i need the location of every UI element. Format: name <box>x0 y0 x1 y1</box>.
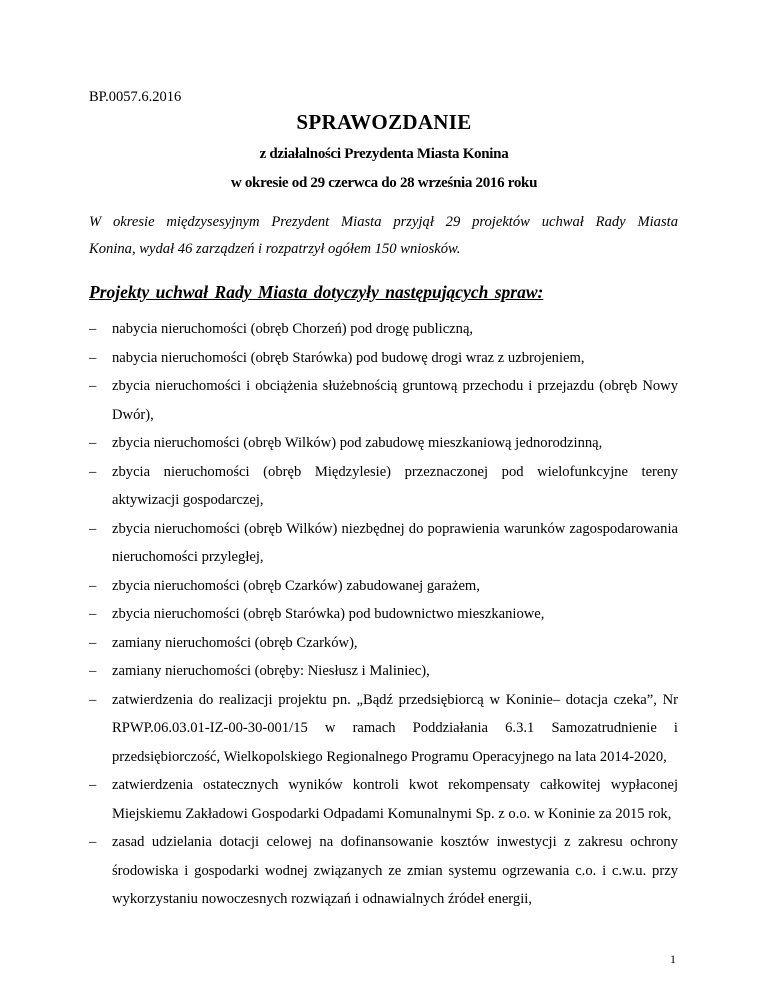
list-item-text: zamiany nieruchomości (obręb Czarków), <box>112 634 358 651</box>
list-item <box>89 344 678 373</box>
list-item <box>89 372 678 429</box>
list-item <box>89 657 678 686</box>
list-item-text: zatwierdzenia ostatecznych wyników kontroli kwot rekompensaty całkowitej wypłaconej Miejskiemu Zakładowi Gospodarki Odpadami Komunalnymi Sp. z o.o. w Koninie za 2015 rok, <box>112 777 678 822</box>
dash-bullet: – <box>89 435 97 451</box>
list-item-text: zbycia nieruchomości i obciążenia służebnością gruntową przechodu i przejazdu (obręb Nowy Dwór), <box>112 378 678 423</box>
list-item <box>89 572 678 601</box>
list-item <box>89 629 678 658</box>
list-item-text: zbycia nieruchomości (obręb Wilków) niezbędnej do poprawienia warunków zagospodarowania nieruchomości przyległej, <box>112 520 678 565</box>
list-item-text: nabycia nieruchomości (obręb Starówka) pod budowę drogi wraz z uzbrojeniem, <box>112 349 585 366</box>
list-item-text: zamiany nieruchomości (obręby: Niesłusz i Maliniec), <box>112 663 430 679</box>
dash-bullet: – <box>89 577 97 594</box>
dash-bullet: – <box>89 663 97 679</box>
list-item-text: zatwierdzenia do realizacji projektu pn. „Bądź przedsiębiorcą w Koninie– dotacja czeka”, Nr RPWP.06.03.01-IZ-00-30-001/15 w ramach Poddziałania 6.3.1 Samozatrudnienie i przedsiębiorczość, Wielkopolskiego Regionalnego Programu Operacyjnego na lata 2014-2020, <box>112 691 678 765</box>
dash-bullet: – <box>89 349 97 366</box>
intro-line-2: Konina, wydał 46 zarządzeń i rozpatrzył ogółem 150 wniosków. <box>89 241 461 257</box>
resolution-list <box>89 315 678 914</box>
document-title: SPRAWOZDANIE <box>296 110 472 134</box>
dash-bullet: – <box>89 463 97 480</box>
list-item <box>89 828 678 914</box>
intro-line-1: W okresie międzysesyjnym Prezydent Miasta przyjął 29 projektów uchwał Rady Miasta <box>89 214 678 230</box>
list-item <box>89 600 678 629</box>
section-heading: Projekty uchwał Rady Miasta dotyczyły następujących spraw: <box>89 282 544 302</box>
list-item <box>89 686 678 772</box>
dash-bullet: – <box>89 378 97 394</box>
page-number: 1 <box>670 952 676 966</box>
list-item-text: zbycia nieruchomości (obręb Wilków) pod zabudowę mieszkaniową jednorodzinną, <box>112 435 603 451</box>
dash-bullet: – <box>89 834 97 850</box>
reference-number: BP.0057.6.2016 <box>89 89 182 105</box>
list-item <box>89 458 678 515</box>
intro-paragraph <box>89 209 678 263</box>
dash-bullet: – <box>89 777 97 793</box>
list-item-text: zbycia nieruchomości (obręb Czarków) zabudowanej garażem, <box>112 577 480 594</box>
document-subtitle-1: z działalności Prezydenta Miasta Konina <box>259 146 509 162</box>
list-item-text: zasad udzielania dotacji celowej na dofinansowanie kosztów inwestycji z zakresu ochrony środowiska i gospodarki wodnej związanych ze zmian systemu ogrzewania c.o. i c.w.u. przy wykorzystaniu nowoczesnych rozwiązań i odnawialnych źródeł energii, <box>112 834 678 907</box>
dash-bullet: – <box>89 634 97 651</box>
list-item-text: nabycia nieruchomości (obręb Chorzeń) pod drogę publiczną, <box>112 321 474 337</box>
document-subtitle-2: w okresie od 29 czerwca do 28 września 2016 roku <box>230 175 538 191</box>
dash-bullet: – <box>89 691 97 708</box>
dash-bullet: – <box>89 321 97 337</box>
dash-bullet: – <box>89 520 97 537</box>
list-item <box>89 429 678 458</box>
list-item <box>89 771 678 828</box>
list-item-text: zbycia nieruchomości (obręb Starówka) pod budownictwo mieszkaniowe, <box>112 606 545 622</box>
list-item <box>89 515 678 572</box>
list-item <box>89 315 678 344</box>
dash-bullet: – <box>89 606 97 622</box>
list-item-text: zbycia nieruchomości (obręb Międzylesie) przeznaczonej pod wielofunkcyjne tereny aktywizacji gospodarczej, <box>112 463 678 508</box>
